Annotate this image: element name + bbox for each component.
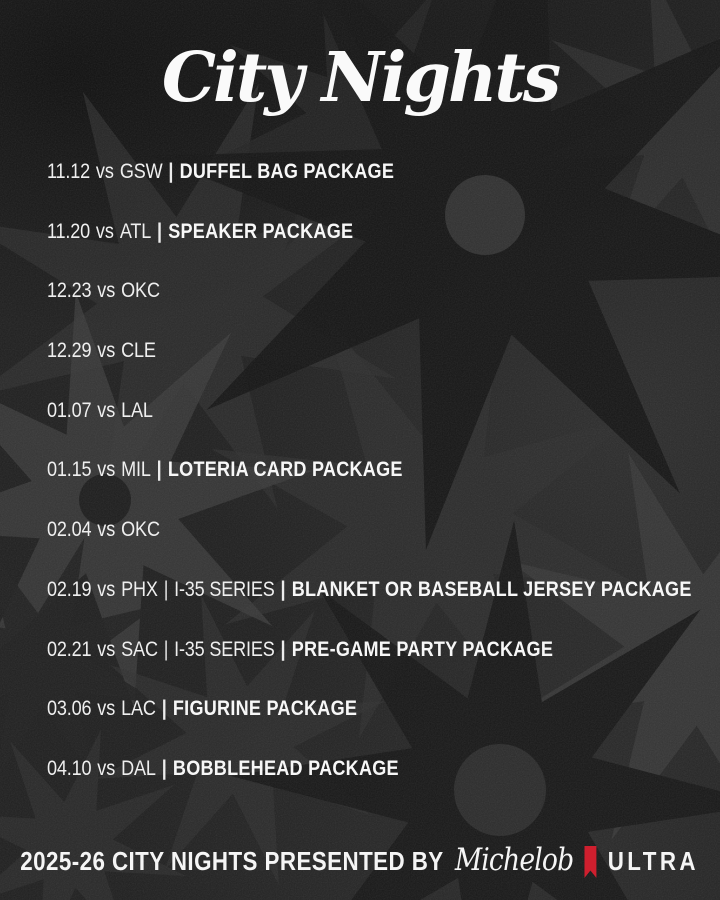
vs-label: vs [95,218,114,243]
game-row [47,697,692,719]
series-label: I-35 SERIES [174,576,275,601]
vs-label: vs [97,576,116,601]
game-date: 03.06 [47,696,92,721]
game-row [47,279,692,301]
game-date: 12.23 [47,278,92,303]
game-date: 12.29 [47,338,92,363]
game-date: 01.15 [47,457,92,482]
separator: | [161,696,168,721]
package-label: LOTERIA CARD PACKAGE [167,457,403,482]
package-label: PRE-GAME PARTY PACKAGE [291,636,554,661]
game-row [47,757,692,779]
opponent: OKC [121,517,160,542]
package-group [281,578,692,600]
series-label: I-35 SERIES [174,636,275,661]
separator: | [161,755,168,780]
game-schedule-list [47,160,720,779]
game-date: 11.20 [47,218,91,243]
game-date: 01.07 [47,397,92,422]
game-date: 02.21 [47,636,92,661]
opponent: GSW [119,159,163,183]
vs-label: vs [97,755,116,780]
series-group [164,638,275,660]
package-group [157,220,353,242]
opponent: OKC [121,278,160,303]
game-row [47,160,692,182]
vs-label: vs [97,338,116,363]
footer-presented-by [21,843,700,879]
game-row [47,399,692,421]
opponent: PHX [121,576,158,601]
opponent: SAC [121,636,158,661]
package-group [281,638,554,660]
vs-label: vs [97,517,116,542]
game-row [47,578,692,600]
opponent: CLE [121,338,156,363]
separator: | [157,218,163,243]
michelob-ribbon-icon [585,846,597,878]
separator: | [156,457,162,482]
vs-label: vs [97,696,116,721]
footer [0,838,720,884]
package-label: SPEAKER PACKAGE [168,218,354,243]
package-label: FIGURINE PACKAGE [172,696,358,721]
ultra-logo-text: ULTRA [608,845,700,876]
vs-label: vs [97,278,116,303]
package-label: BLANKET OR BASEBALL JERSEY PACKAGE [291,576,692,601]
opponent: LAC [121,696,156,721]
footer-text: 2025-26 CITY NIGHTS PRESENTED BY [20,845,445,876]
game-date: 02.04 [47,517,92,542]
package-group [157,458,403,480]
game-row [47,458,692,480]
game-date: 04.10 [47,755,92,780]
opponent: ATL [119,218,152,243]
vs-label: vs [95,159,114,183]
page-title: City Nights [161,38,559,118]
michelob-logo-text: Michelob [455,842,574,878]
package-group [168,160,394,182]
separator: | [168,159,174,183]
vs-label: vs [97,457,116,482]
game-date: 02.19 [47,576,92,601]
game-date: 11.12 [47,159,91,183]
separator: | [163,636,169,661]
game-row [47,518,692,540]
package-group [162,757,399,779]
separator: | [163,576,169,601]
separator: | [280,576,286,601]
package-label: DUFFEL BAG PACKAGE [179,159,395,183]
series-group [164,578,275,600]
game-row [47,339,692,361]
vs-label: vs [97,397,116,422]
package-group [162,697,358,719]
game-row [47,638,692,660]
game-row [47,220,692,242]
package-label: BOBBLEHEAD PACKAGE [172,755,399,780]
opponent: MIL [121,457,151,482]
opponent: LAL [121,397,153,422]
opponent: DAL [121,755,156,780]
separator: | [280,636,286,661]
vs-label: vs [97,636,116,661]
